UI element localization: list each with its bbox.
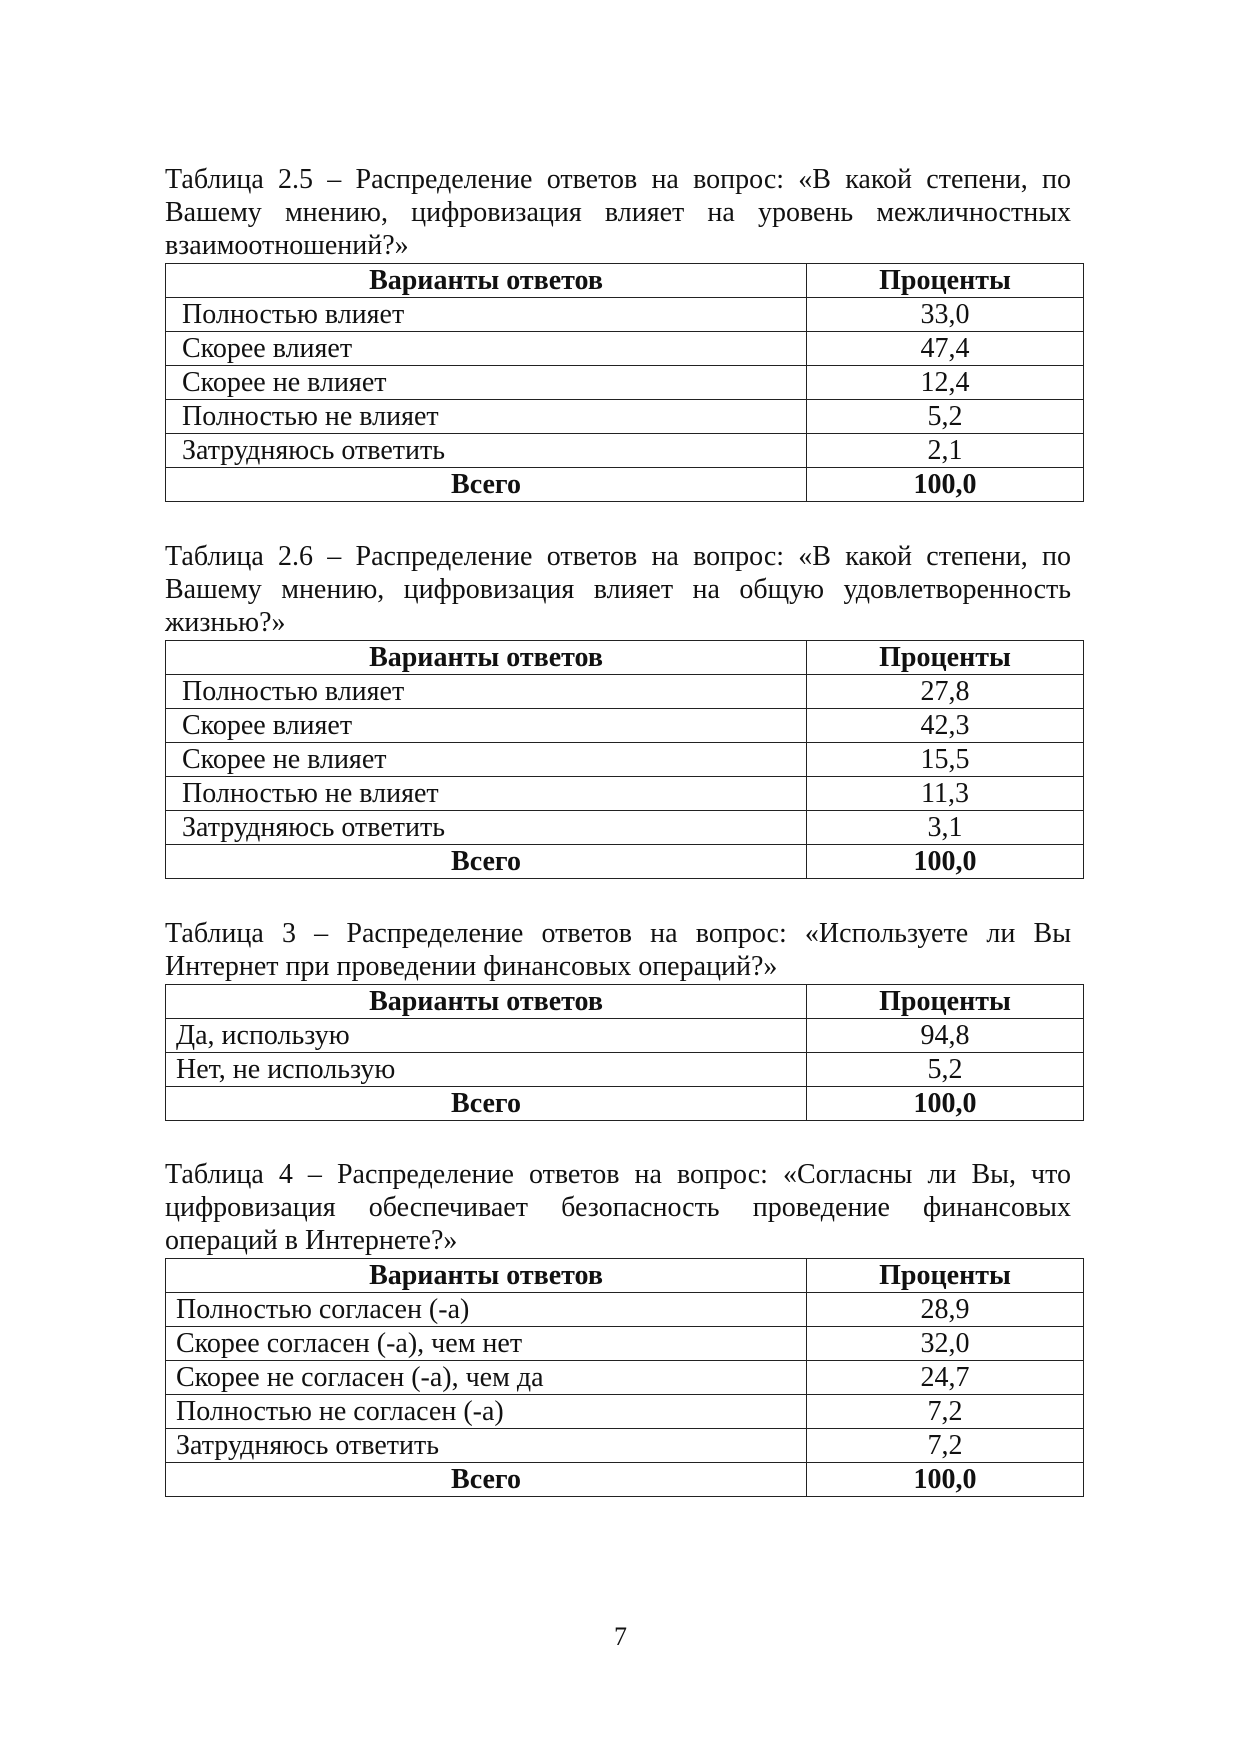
header-percent: Проценты — [807, 1259, 1084, 1293]
table-row — [166, 811, 1084, 845]
answer-cell: Да, использую — [166, 1019, 807, 1053]
header-percent: Проценты — [807, 985, 1084, 1019]
percent-cell: 12,4 — [807, 366, 1084, 400]
total-value: 100,0 — [807, 1463, 1084, 1497]
percent-cell: 7,2 — [807, 1429, 1084, 1463]
header-answers: Варианты ответов — [166, 264, 807, 298]
percent-cell: 5,2 — [807, 400, 1084, 434]
answer-cell: Нет, не использую — [166, 1053, 807, 1087]
table-caption: Таблица 2.5 – Распределение ответов на вопрос: «В какой степени, по Вашему мнению, цифровизация влияет на уровень межличностных взаимоотношений?» — [165, 164, 1071, 261]
table-block-3 — [165, 917, 1083, 1121]
table-header-row — [166, 985, 1084, 1019]
answer-cell: Полностью согласен (-а) — [166, 1293, 807, 1327]
table-row — [166, 675, 1084, 709]
percent-cell: 3,1 — [807, 811, 1084, 845]
answer-cell: Затрудняюсь ответить — [166, 1429, 807, 1463]
percent-cell: 7,2 — [807, 1395, 1084, 1429]
percent-cell: 24,7 — [807, 1361, 1084, 1395]
table-row — [166, 1395, 1084, 1429]
page-number: 7 — [614, 1622, 627, 1651]
table-row — [166, 743, 1084, 777]
percent-cell: 47,4 — [807, 332, 1084, 366]
answer-cell: Полностью не согласен (-а) — [166, 1395, 807, 1429]
total-label: Всего — [166, 845, 807, 879]
percent-cell: 5,2 — [807, 1053, 1084, 1087]
answer-cell: Скорее не влияет — [166, 366, 807, 400]
header-answers: Варианты ответов — [166, 1259, 807, 1293]
table-block-4 — [165, 1158, 1083, 1497]
data-table — [165, 640, 1084, 879]
header-answers: Варианты ответов — [166, 641, 807, 675]
table-total-row — [166, 845, 1084, 879]
table-row — [166, 1327, 1084, 1361]
total-label: Всего — [166, 1087, 807, 1121]
table-row — [166, 1053, 1084, 1087]
table-caption: Таблица 3 – Распределение ответов на вопрос: «Используете ли Вы Интернет при проведении финансовых операций?» — [165, 918, 1071, 982]
answer-cell: Полностью не влияет — [166, 777, 807, 811]
table-row — [166, 332, 1084, 366]
total-value: 100,0 — [807, 468, 1084, 502]
answer-cell: Скорее влияет — [166, 709, 807, 743]
table-total-row — [166, 1463, 1084, 1497]
answer-cell: Затрудняюсь ответить — [166, 434, 807, 468]
percent-cell: 2,1 — [807, 434, 1084, 468]
answer-cell: Скорее влияет — [166, 332, 807, 366]
table-row — [166, 298, 1084, 332]
header-percent: Проценты — [807, 641, 1084, 675]
total-label: Всего — [166, 1463, 807, 1497]
header-answers: Варианты ответов — [166, 985, 807, 1019]
table-row — [166, 400, 1084, 434]
table-row — [166, 1293, 1084, 1327]
percent-cell: 42,3 — [807, 709, 1084, 743]
answer-cell: Полностью влияет — [166, 298, 807, 332]
percent-cell: 32,0 — [807, 1327, 1084, 1361]
data-table — [165, 1258, 1084, 1497]
total-value: 100,0 — [807, 1087, 1084, 1121]
answer-cell: Затрудняюсь ответить — [166, 811, 807, 845]
total-label: Всего — [166, 468, 807, 502]
table-header-row — [166, 1259, 1084, 1293]
table-total-row — [166, 468, 1084, 502]
answer-cell: Полностью влияет — [166, 675, 807, 709]
percent-cell: 28,9 — [807, 1293, 1084, 1327]
table-total-row — [166, 1087, 1084, 1121]
table-row — [166, 709, 1084, 743]
data-table — [165, 984, 1084, 1121]
percent-cell: 27,8 — [807, 675, 1084, 709]
table-row — [166, 1429, 1084, 1463]
table-header-row — [166, 264, 1084, 298]
table-row — [166, 366, 1084, 400]
answer-cell: Скорее согласен (-а), чем нет — [166, 1327, 807, 1361]
table-caption: Таблица 2.6 – Распределение ответов на вопрос: «В какой степени, по Вашему мнению, цифровизация влияет на общую удовлетворенность жизнью?» — [165, 541, 1071, 638]
table-row — [166, 434, 1084, 468]
table-header-row — [166, 641, 1084, 675]
table-row — [166, 1019, 1084, 1053]
percent-cell: 94,8 — [807, 1019, 1084, 1053]
data-table — [165, 263, 1084, 502]
answer-cell: Скорее не согласен (-а), чем да — [166, 1361, 807, 1395]
total-value: 100,0 — [807, 845, 1084, 879]
percent-cell: 33,0 — [807, 298, 1084, 332]
answer-cell: Полностью не влияет — [166, 400, 807, 434]
table-block-2-5 — [165, 163, 1083, 502]
table-row — [166, 1361, 1084, 1395]
answer-cell: Скорее не влияет — [166, 743, 807, 777]
percent-cell: 15,5 — [807, 743, 1084, 777]
table-block-2-6 — [165, 540, 1083, 879]
header-percent: Проценты — [807, 264, 1084, 298]
percent-cell: 11,3 — [807, 777, 1084, 811]
table-caption: Таблица 4 – Распределение ответов на вопрос: «Согласны ли Вы, что цифровизация обеспечивает безопасность проведение финансовых операций в Интернете?» — [165, 1159, 1071, 1256]
table-row — [166, 777, 1084, 811]
